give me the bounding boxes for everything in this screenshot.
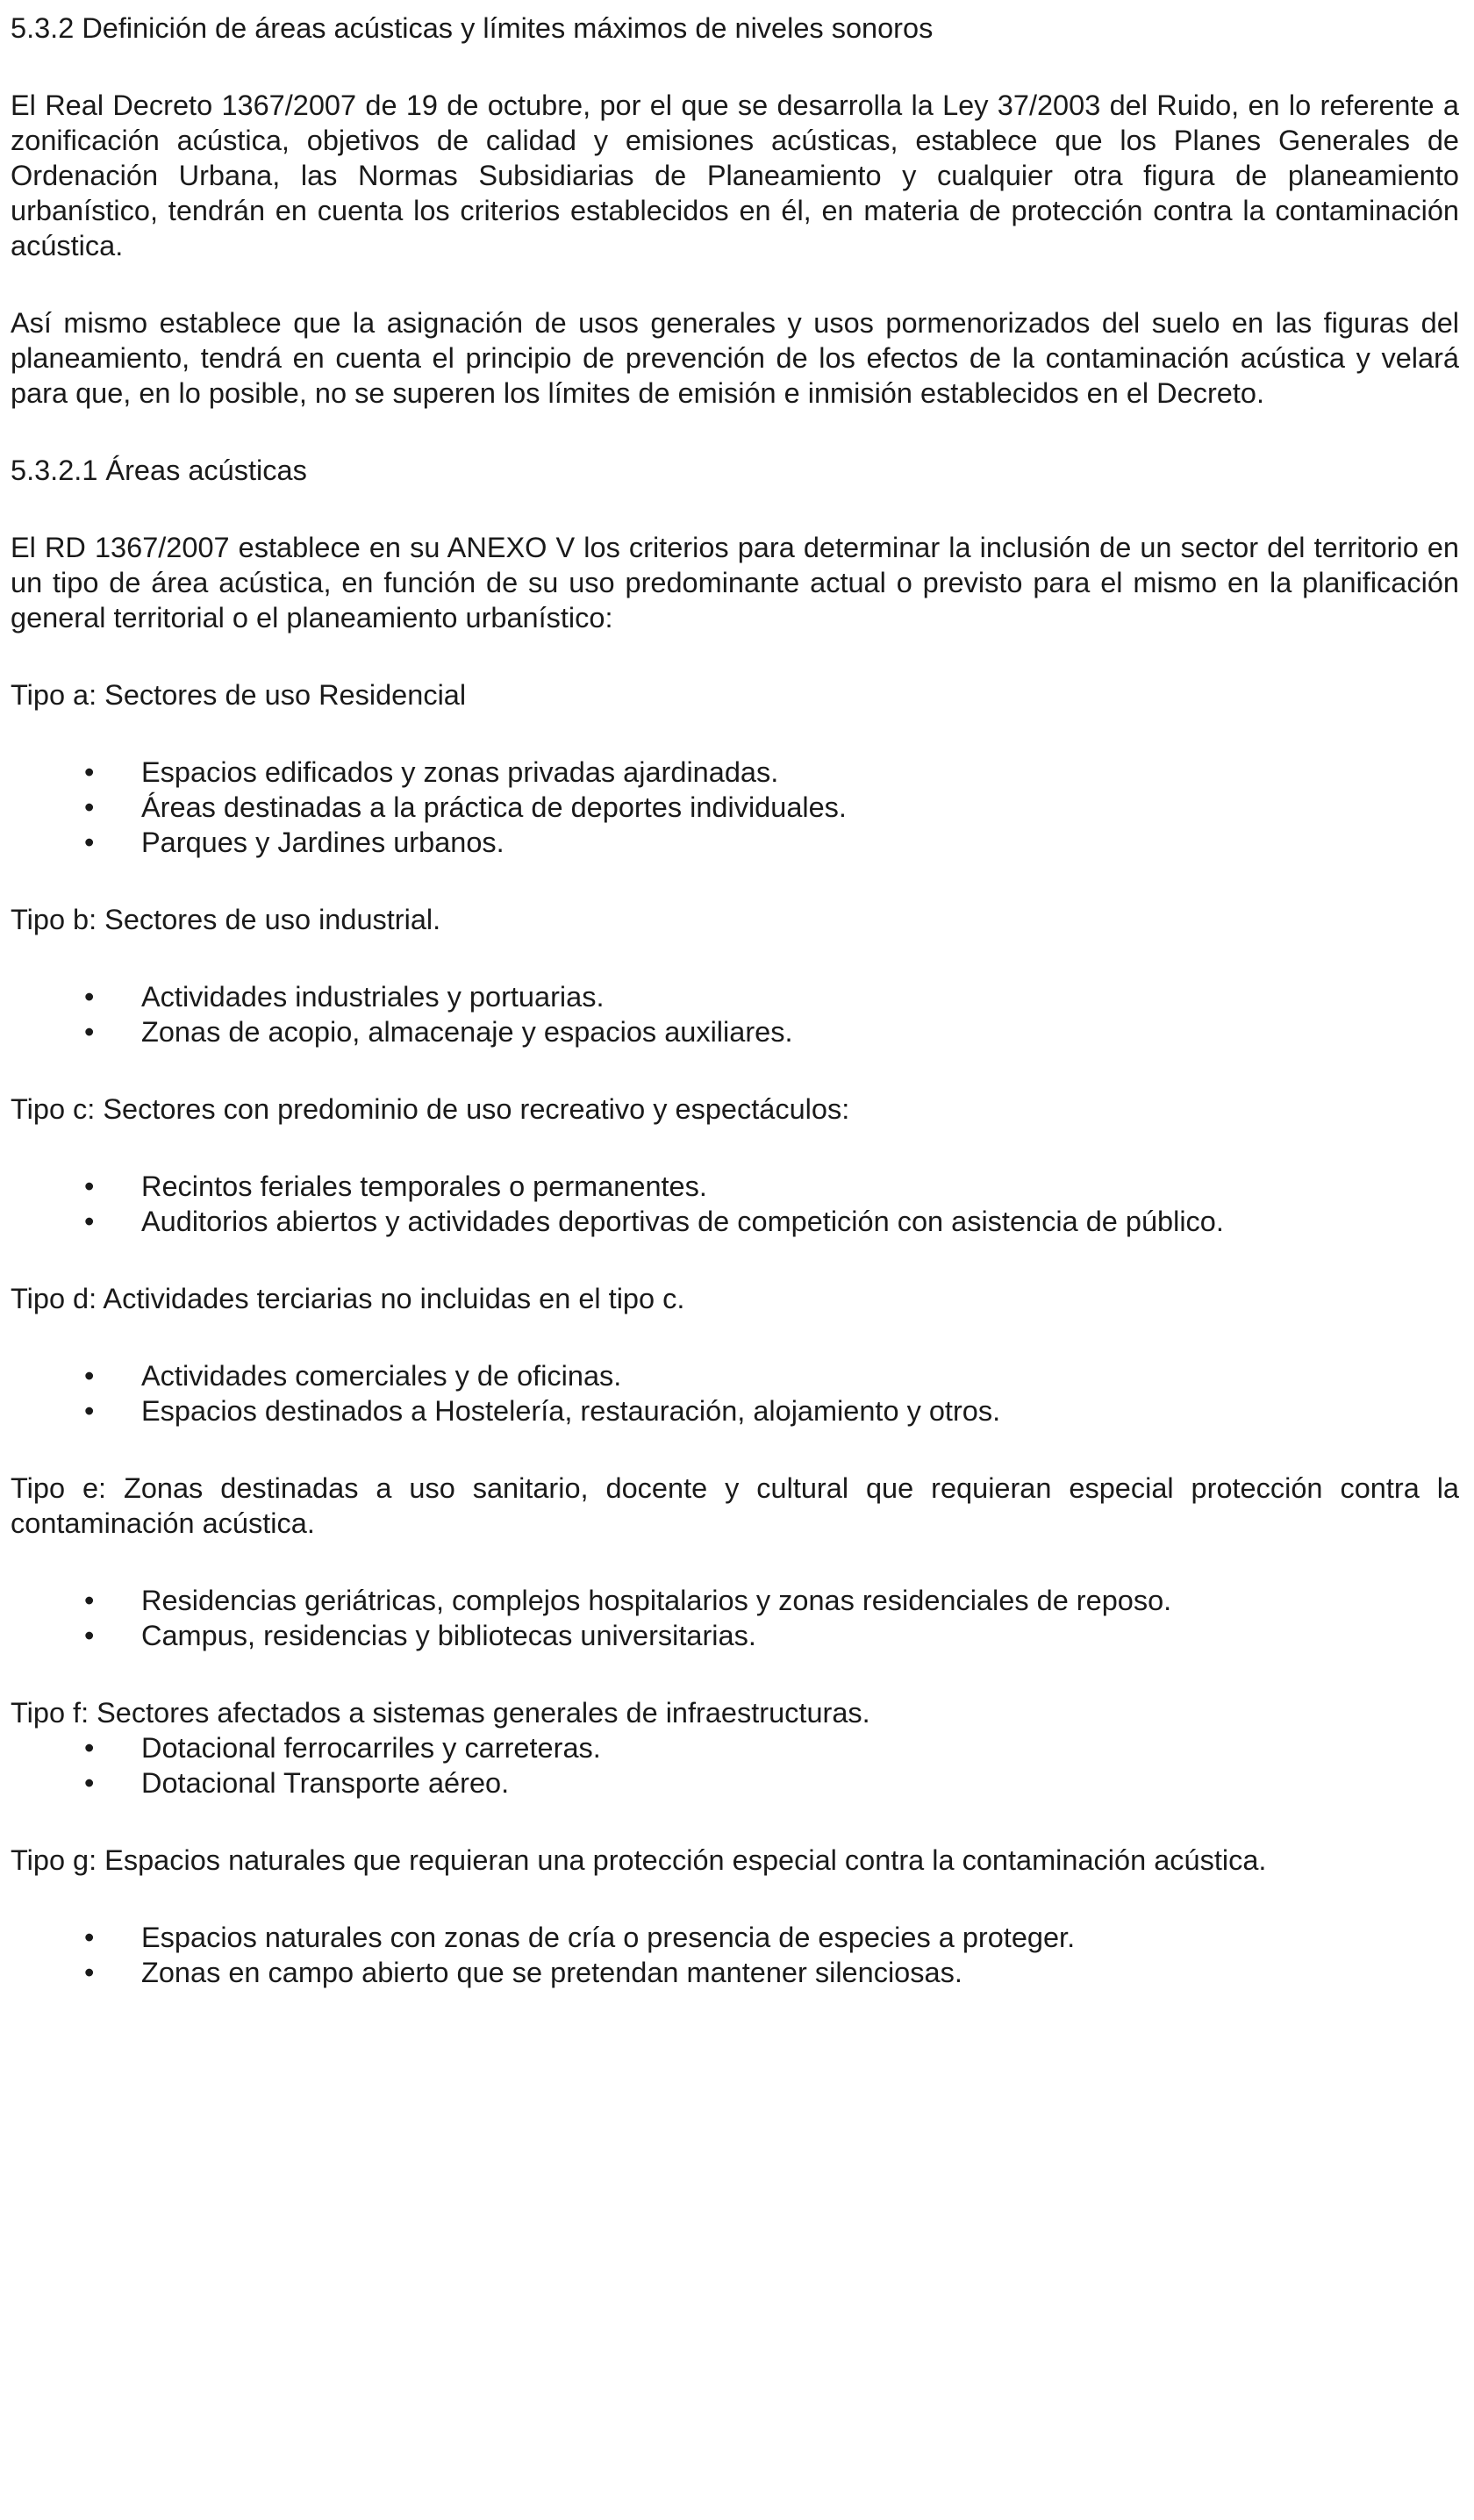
list-item: • Campus, residencias y bibliotecas universitarias.	[11, 1618, 1459, 1653]
type-c-title: Tipo c: Sectores con predominio de uso recreativo y espectáculos:	[11, 1093, 850, 1125]
type-a-title: Tipo a: Sectores de uso Residencial	[11, 679, 467, 711]
type-f-title: Tipo f: Sectores afectados a sistemas generales de infraestructuras.	[11, 1697, 870, 1729]
type-e-list	[11, 1583, 1459, 1653]
list-item: • Actividades industriales y portuarias.	[11, 979, 1459, 1014]
list-item: • Espacios edificados y zonas privadas ajardinadas.	[11, 755, 1459, 790]
subsection-heading: 5.3.2.1 Áreas acústicas	[11, 455, 307, 486]
type-b-title: Tipo b: Sectores de uso industrial.	[11, 904, 441, 935]
list-item: • Residencias geriátricas, complejos hospitalarios y zonas residenciales de reposo.	[11, 1583, 1459, 1618]
type-g-list	[11, 1920, 1459, 1990]
list-item: • Recintos feriales temporales o permanentes.	[11, 1169, 1459, 1204]
type-g-title: Tipo g: Espacios naturales que requieran una protección especial contra la contaminación acústica.	[11, 1844, 1267, 1876]
list-item: • Espacios destinados a Hostelería, restauración, alojamiento y otros.	[11, 1393, 1459, 1428]
list-item: • Auditorios abiertos y actividades deportivas de competición con asistencia de público.	[11, 1204, 1459, 1239]
type-a-list	[11, 755, 1459, 860]
type-d-title: Tipo d: Actividades terciarias no incluidas en el tipo c.	[11, 1283, 685, 1314]
section-heading: 5.3.2 Definición de áreas acústicas y límites máximos de niveles sonoros	[11, 12, 934, 44]
type-e-title: Tipo e: Zonas destinadas a uso sanitario, docente y cultural que requieran especial protección contra la contaminación acústica.	[11, 1472, 1459, 1539]
list-item: • Espacios naturales con zonas de cría o presencia de especies a proteger.	[11, 1920, 1459, 1955]
list-item: • Dotacional Transporte aéreo.	[11, 1765, 1459, 1801]
list-item: • Dotacional ferrocarriles y carreteras.	[11, 1730, 1459, 1765]
subsection-intro: El RD 1367/2007 establece en su ANEXO V los criterios para determinar la inclusión de un sector del territorio en un tipo de área acústica, en función de su uso predominante actual o previsto para el mismo en la planificación general territorial o el planeamiento urbanístico:	[11, 532, 1459, 634]
document-page	[11, 11, 1459, 1990]
type-c-list	[11, 1169, 1459, 1239]
list-item: • Zonas en campo abierto que se pretendan mantener silenciosas.	[11, 1955, 1459, 1990]
type-b-list	[11, 979, 1459, 1049]
list-item: • Actividades comerciales y de oficinas.	[11, 1358, 1459, 1393]
list-item: • Áreas destinadas a la práctica de deportes individuales.	[11, 790, 1459, 825]
type-f-list	[11, 1730, 1459, 1801]
type-d-list	[11, 1358, 1459, 1428]
section-paragraph-1: El Real Decreto 1367/2007 de 19 de octubre, por el que se desarrolla la Ley 37/2003 del Ruido, en lo referente a zonificación acústica, objetivos de calidad y emisiones acústicas, establece que los Planes Generales de Ordenación Urbana, las Normas Subsidiarias de Planeamiento y cualquier otra figura de planeamiento urbanístico, tendrán en cuenta los criterios establecidos en él, en materia de protección contra la contaminación acústica.	[11, 89, 1459, 261]
section-paragraph-2: Así mismo establece que la asignación de usos generales y usos pormenorizados del suelo en las figuras del planeamiento, tendrá en cuenta el principio de prevención de los efectos de la contaminación acústica y velará para que, en lo posible, no se superen los límites de emisión e inmisión establecidos en el Decreto.	[11, 307, 1459, 409]
list-item: • Zonas de acopio, almacenaje y espacios auxiliares.	[11, 1014, 1459, 1049]
list-item: • Parques y Jardines urbanos.	[11, 825, 1459, 860]
